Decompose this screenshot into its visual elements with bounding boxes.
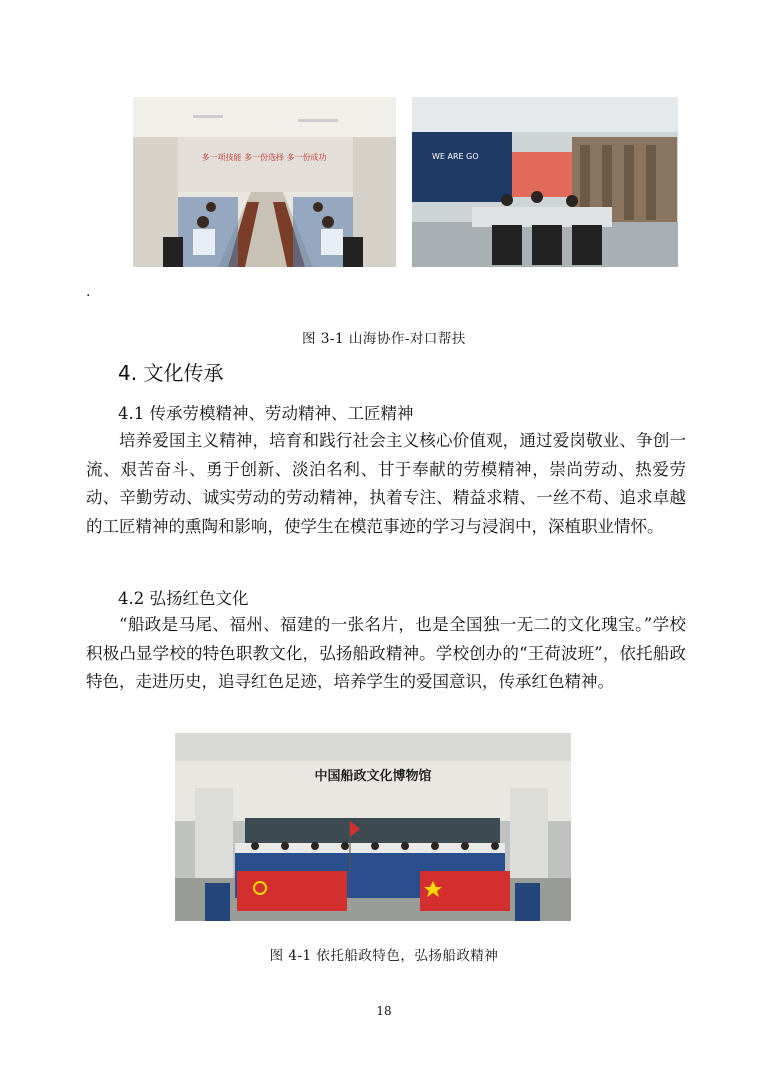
stray-mark: . xyxy=(86,284,91,300)
figure-4-1-caption: 图 4-1 依托船政特色，弘扬船政精神 xyxy=(269,948,499,964)
meeting-banner-text: 多一项技能 多一份选择 多一份成功 xyxy=(201,153,327,162)
section-heading: 4. 文化传承 xyxy=(118,361,224,385)
photo-museum-group xyxy=(175,733,571,921)
figure-3-1-caption: 图 3-1 山海协作-对口帮扶 xyxy=(302,331,466,347)
photo-library-meeting xyxy=(412,97,678,267)
screen-text: WE ARE GO xyxy=(432,152,479,161)
museum-sign-text: 中国船政文化博物馆 xyxy=(314,769,432,784)
subsection-4-2-heading: 4.2 弘扬红色文化 xyxy=(118,589,249,608)
subsection-4-1-heading: 4.1 传承劳模精神、劳动精神、工匠精神 xyxy=(118,404,414,423)
page-number: 18 xyxy=(376,1004,392,1018)
photo-meeting-room xyxy=(133,97,396,267)
subsection-4-2-paragraph: “船政是马尾、福州、福建的一张名片，也是全国独一无二的文化瑰宝。”学校积极凸显学校的特色职教文化，弘扬船政精神。学校创办的“王荷波班”，依托船政特色，走进历史，追寻红色足迹，培养学生的爱国意识，传承红色精神。 xyxy=(86,615,686,692)
subsection-4-1-paragraph: 培养爱国主义精神，培育和践行社会主义核心价值观，通过爱岗敬业、争创一流、艰苦奋斗、勇于创新、淡泊名利、甘于奉献的劳模精神，崇尚劳动、热爱劳动、辛勤劳动、诚实劳动的劳动精神，执着专注、精益求精、一丝不苟、追求卓越的工匠精神的熏陶和影响，使学生在模范事迹的学习与浸润中，深植职业情怀。 xyxy=(86,431,686,536)
